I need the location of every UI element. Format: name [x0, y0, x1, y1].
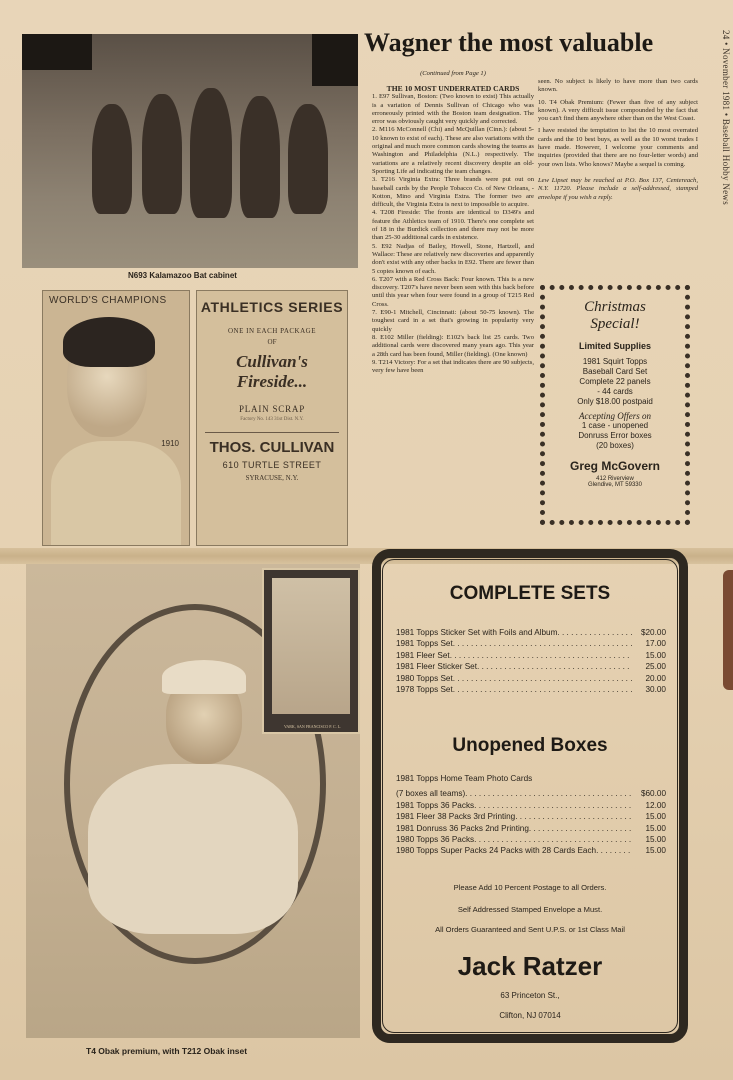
item-name: 1981 Donruss 36 Packs 2nd Printing	[396, 823, 529, 833]
player-figure	[190, 88, 232, 218]
ad-line: Baseball Card Set	[582, 367, 648, 376]
christmas-special-ad	[540, 285, 690, 525]
paragraph: 6. T207 with a Red Cross Back: Four known. This is a new discovery. T207's have never been seen with this back before until this year when four were found in a group of T215 Red Cross.	[372, 275, 534, 308]
paragraph: 10. T4 Obak Premium: (Fewer than five of any subject known). A very difficult issue compounded by the fact that you can't find them anywhere other than on the West Coast.	[538, 98, 698, 123]
player-hair	[63, 317, 155, 367]
item-price: 15.00	[645, 812, 666, 822]
paragraph: 1. E97 Sullivan, Boston: (Two known to exist) This actually is a variation of Dennis Sullivan of Chicago who was erroneously printed with the Boston team designation. The error was obviously caught very quickly and corrected.	[372, 93, 534, 126]
card-line1: ONE IN EACH PACKAGE	[228, 327, 316, 335]
price-row	[396, 845, 666, 856]
ad-title: Special!	[590, 316, 640, 332]
ad-limited: Limited Supplies	[578, 341, 651, 351]
ad-line: 1 case - unopened	[581, 421, 649, 430]
kalamazoo-team-photo	[22, 34, 358, 268]
article-column-2	[538, 78, 698, 202]
card-scrap: PLAIN SCRAP	[238, 404, 306, 414]
item-price: 12.00	[645, 800, 666, 810]
photo-dark-corner	[312, 34, 358, 86]
item-name: 1981 Topps Set	[396, 639, 453, 649]
boxes-subhead: 1981 Topps Home Team Photo Cards	[396, 774, 533, 783]
paragraph: 3. T216 Virginia Extra: Three brands were put out on baseball cards by the People Tobacco Co. of New Orleans, - Kotton, Mino and Virginia Extra. The former two are difficult, the Virginia Extra is next to impossible to acquire.	[372, 176, 534, 209]
ad-address: 63 Princeton St.,	[500, 991, 560, 1000]
card-street: 610 TURTLE STREET	[222, 460, 322, 470]
item-name: 1981 Fleer Sticker Set	[396, 662, 478, 672]
article-column-1	[372, 70, 534, 375]
inset-photo	[272, 578, 350, 714]
price-row	[396, 627, 666, 638]
fireside-card-front	[42, 290, 190, 546]
jack-ratzer-ad	[372, 549, 688, 1043]
photo-dark-corner	[22, 34, 92, 70]
continued-note: (Continued from Page 1)	[420, 70, 486, 77]
author-signoff: Lew Lipset may be reached at P.O. Box 137, Centereach, N.Y. 11720. Please include a self-addressed, stamped envelope if you wish a reply.	[538, 176, 698, 201]
item-name: 1981 Topps Sticker Set with Foils and Album	[396, 628, 558, 637]
unopened-boxes-heading: Unopened Boxes	[452, 735, 608, 756]
paragraph: 2. M116 McConnell (Chi) and McQuillan (Cinn.): (about 5-10 known to exist of each). These are also variations with the original and much more common cards showing the teams as Washington and Philadelphia (N.L.) respectively. The variations are a relatively recent discovery despite an old-Sporting Life ad indicating the team changes.	[372, 126, 534, 175]
ad-address: 412 Riverview	[596, 476, 634, 482]
item-name: 1980 Topps Super Packs 24 Packs with 28 Cards Each	[396, 846, 597, 856]
item-price: $60.00	[640, 789, 666, 799]
item-price: 15.00	[645, 846, 666, 856]
item-price: 30.00	[645, 685, 666, 695]
ad-title: Christmas	[584, 299, 646, 315]
card-line2: OF	[267, 338, 277, 346]
card-maker: THOS. CULLIVAN	[209, 439, 335, 456]
hand-edge	[723, 570, 733, 690]
article-title: Wagner the most valuable	[364, 28, 654, 57]
bottom-photo-caption: T4 Obak premium, with T212 Obak inset	[86, 1046, 248, 1056]
price-row	[396, 811, 666, 822]
ad-note: All Orders Guaranteed and Sent U.P.S. or 1st Class Mail	[435, 925, 625, 934]
ad-line: Donruss Error boxes	[578, 431, 652, 440]
ad-note: Please Add 10 Percent Postage to all Orders.	[453, 883, 607, 892]
player-figure	[240, 96, 280, 218]
player-jersey	[51, 441, 181, 546]
ad-address: Clifton, NJ 07014	[499, 1011, 561, 1020]
item-price: 15.00	[645, 835, 666, 845]
item-name: (7 boxes all teams)	[396, 789, 466, 799]
item-name: 1980 Topps 36 Packs	[396, 835, 475, 845]
top-photo-caption: N693 Kalamazoo Bat cabinet	[128, 271, 237, 280]
ad-offers: Accepting Offers on	[579, 411, 651, 421]
item-price: 25.00	[645, 662, 666, 672]
inset-caption: VARK, SAN FRANCISCO P. C. L.	[284, 724, 342, 729]
price-row	[396, 638, 666, 649]
player-figure	[92, 104, 132, 214]
obak-inset-card	[262, 568, 360, 734]
price-row	[396, 800, 666, 811]
card-year: 1910	[161, 439, 179, 448]
card-series: ATHLETICS SERIES	[200, 299, 344, 315]
ad-line: 1981 Squirt Topps	[582, 357, 648, 366]
item-price: 17.00	[645, 639, 666, 649]
ad-line: - 44 cards	[597, 387, 633, 396]
price-row	[396, 788, 666, 799]
price-row	[396, 684, 666, 695]
paragraph: 7. E90-1 Mitchell, Cincinnati: (about 50-75 known). The toughest card in a set that's growing in popularity very quickly	[372, 309, 534, 333]
player-body	[88, 764, 298, 934]
item-name: 1978 Topps Set	[396, 685, 453, 695]
ad-address: Glendive, MT 59330	[588, 482, 642, 488]
paragraph: 4. T208 Fireside: The fronts are identical to D349's and feature the Athletics team of 1910. There's one complete set of 18 in the Burdick collection and there may not be more than 25-30 additional cards in existence.	[372, 209, 534, 242]
paragraph: 5. E92 Nadjas of Bailey, Howell, Stone, Hartzell, and Wallace: These are relatively new discoveries and apparently don't exist with any other backs in E92. There are fewer than 5 copies known of each.	[372, 242, 534, 275]
page-folio: 24 • November 1981 • Baseball Hobby News	[721, 30, 731, 206]
ad-line: Only $18.00 postpaid	[577, 397, 653, 406]
paragraph: 9. T214 Victory: For a set that indicates there are 90 subjects, very few have been	[372, 358, 534, 375]
item-price: 20.00	[645, 673, 666, 683]
ad-border	[540, 285, 690, 525]
complete-sets-heading: COMPLETE SETS	[449, 583, 611, 604]
paragraph: I have resisted the temptation to list the 10 most overrated cards and the 10 best buys, as well as the 10 worst trades I have made. However, I welcome your comments and inquiries (provided that there are no four-letter words) and your own lists. Who knows? Maybe a sequel is coming.	[538, 127, 698, 168]
player-cap	[162, 660, 246, 694]
price-row	[396, 650, 666, 661]
player-figure	[288, 104, 328, 214]
player-figure	[142, 94, 182, 214]
card-brand1: Cullivan's	[236, 352, 308, 371]
card-brand2: Fireside...	[236, 372, 308, 391]
item-name: 1981 Fleer 38 Packs 3rd Printing	[396, 812, 516, 822]
card-fine-print: Factory No. 143 31st Dist. N.Y.	[240, 417, 304, 422]
ad-advertiser: Jack Ratzer	[457, 951, 603, 981]
price-row	[396, 673, 666, 684]
card-city: SYRACUSE, N.Y.	[245, 474, 299, 482]
item-name: 1981 Fleer Set	[396, 650, 450, 660]
ad-advertiser: Greg McGovern	[569, 459, 661, 473]
item-price: 15.00	[645, 823, 666, 833]
price-row	[396, 834, 666, 845]
card-rule	[205, 432, 339, 433]
ad-note: Self Addressed Stamped Envelope a Must.	[457, 905, 603, 914]
item-name: 1981 Topps 36 Packs	[396, 800, 475, 810]
paragraph: 8. E102 Miller (fielding): E102's back list 25 cards. Two additional cards were discovered many years ago. This year a 28th card has been found, Miller (fielding). (One known)	[372, 333, 534, 358]
paragraph: seen. No subject is likely to have more than two cards known.	[538, 78, 698, 94]
item-name: 1980 Topps Set	[396, 673, 453, 683]
card-front-text: WORLD'S CHAMPIONS	[49, 295, 167, 306]
price-row	[396, 661, 666, 672]
unopened-boxes-list	[396, 773, 666, 857]
fireside-card-back	[196, 290, 348, 546]
ad-line: Complete 22 panels	[579, 377, 651, 386]
item-price: 15.00	[645, 650, 666, 660]
complete-sets-list	[396, 627, 666, 695]
price-row	[396, 823, 666, 834]
section-heading: THE 10 MOST UNDERRATED CARDS	[386, 84, 520, 94]
item-price: $20.00	[640, 628, 666, 637]
ad-line: (20 boxes)	[596, 441, 634, 450]
